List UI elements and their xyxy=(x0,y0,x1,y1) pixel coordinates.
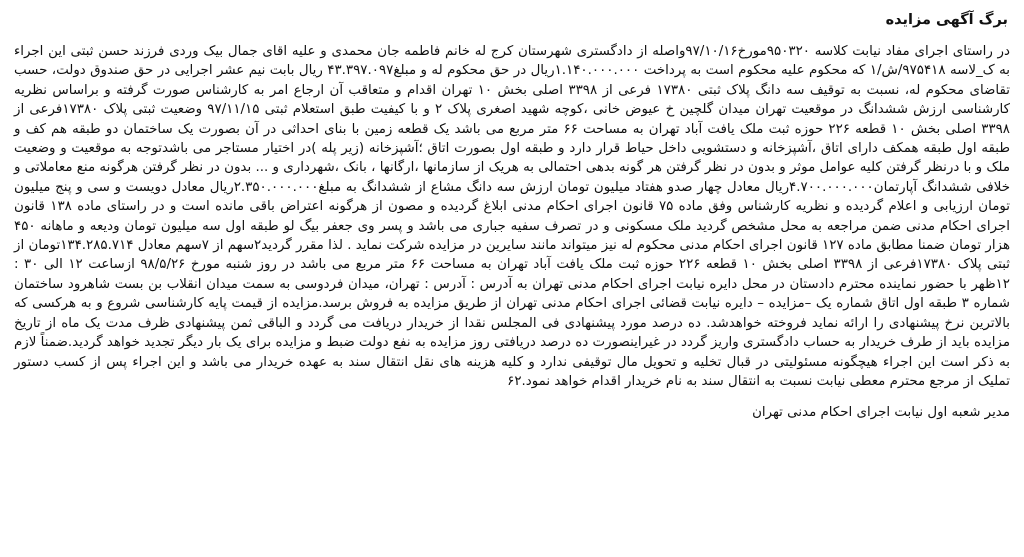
notice-body: در راستای اجرای مفاد نیابت کلاسه ۹۵۰۳۲۰مورخ۹۷/۱۰/۱۶واصله از دادگستری شهرستان کرج له خانم فاطمه جان محمدی و علیه اقای جمال بیک وردی فرزند حسن ثبتی این اجراء به ک_لاسه ۹۷۵۴۱۸/ش/۱ که محکوم علیه محکوم است به پرداخت ۱.۱۴۰.۰۰۰.۰۰۰ریال در حق محکوم له و مبلغ۴۳.۳۹۷.۰۹۷ ریال بابت نیم عشر اجرایی در حق صندوق دولت، حسب تقاضای محکوم له، نسبت به توقیف سه دانگ پلاک ثبتی ۱۷۳۸۰ فرعی از ۳۳۹۸ اصلی بخش ۱۰ تهران اقدام و متعاقب آن ارجاع امر به کارشناس صورت گرفته و براساس نظریه کارشناسی ارزش ششدانگ در موقعیت تهران میدان گلچین خ عیوض خانی ،کوچه شهید اصغری پلاک ۲ و با کیفیت طبق استعلام ثبتی ۹۷/۱۱/۱۵ وضعیت ثبتی پلاک ۱۷۳۸۰فرعی از ۳۳۹۸ اصلی بخش ۱۰ قطعه ۲۲۶ حوزه ثبت ملک یافت آباد تهران به مساحت ۶۶ متر مربع می باشد یک قطعه زمین با بنای احداثی در آن بصورت یک ساختمان دو طبقه هم کف و طبقه اول طبقه همکف دارای اتاق ،آشپزخانه و دستشویی داخل حیاط قرار دارد و طبقه اول بصورت اتاق ؛آشپزخانه (زیر پله )در اختیار مستاجر می باشدتوجه به موقعیت و وضعیت ملک و با درنظر گرفتن کلیه عوامل موثر و بدون در نظر گرفتن هر گونه بدهی احتمالی به هریک از سازمانها ،ارگانها ، بانک ،شهرداری و ... بدون در نظر گرفتن هرگونه منع معاملاتی و خلافی ششدانگ آپارتمان۴.۷۰۰.۰۰۰.۰۰۰ریال معادل چهار صدو هفتاد میلیون تومان ارزش سه دانگ مشاع از ششدانگ به مبلغ۲.۳۵۰.۰۰۰.۰۰۰ریال معادل دویست و سی و پنج میلیون تومان ارزیابی و اعلام گردیده و نظریه کارشناس وفق ماده ۷۵ قانون اجرای احکام مدنی ابلاغ گردیده و مصون از هرگونه اعتراض باقی مانده است و در راستای ماده ۱۳۸ قانون اجرای احکام مدنی ضمن مراجعه به محل مشخص گردید ملک مسکونی و در تصرف سفیه جباری می باشد و پسر وی جعفر بیگ لو طبقه اول سه میلیون تومان ودیعه و ماهانه ۴۵۰ هزار تومان ضمنا مطابق ماده ۱۲۷ قانون اجرای احکام مدنی محکوم له نیز میتواند مانند سایرین در مزایده شرکت نماید . لذا مقرر گردید۲سهم از ۷سهم معادل ۱۳۴.۲۸۵.۷۱۴تومان از ثبتی پلاک ۱۷۳۸۰فرعی از ۳۳۹۸ اصلی بخش ۱۰ قطعه ۲۲۶ حوزه ثبت ملک یافت آباد تهران به مساحت ۶۶ متر مربع می باشد در روز شنبه مورخ ۹۸/۵/۲۶ ازساعت ۱۲ الی ۳۰ : ۱۲ظهر با حضور نماینده محترم دادستان در محل دایره نیابت اجرای احکام مدنی تهران به آدرس : آدرس : تهران، میدان فردوسی به سمت میدان انقلاب بن بست شاهرود ساختمان شماره ۳ طبقه اول اتاق شماره یک –مزایده – دایره نیابت قضائی اجرای احکام مدنی تهران از طریق مزایده به فروش برسد.مزایده از قیمت پایه کارشناسی شروع و به هرکسی که بالاترین نرخ پیشنهادی را ارائه نماید فروخته خواهدشد. ده درصد مورد پیشنهادی فی المجلس نقدا از خریدار دریافت می گردد و الباقی ثمن پیشنهادی ظرف مدت یک ماه از تاریخ مزایده باید از طرف خریدار به حساب دادگستری واریز گردد در غیراینصورت ده درصد دریافتی روز مزایده به نفع دولت ضبط و مزایده برای یک بار دیگر تجدید خواهد گردید.ضمناً لازم به ذکر است این اجراء هیچگونه مسئولیتی در قبال تخلیه و تحویل مال توقیفی ندارد و کلیه هزینه های نقل انتقال سند به عهده خریدار می باشد و این اجراء پس از کسب دستور تملیک از مرجع محترم معطی نیابت نسبت به انتقال سند به نام خریدار اقدام خواهد نمود.۶۲ xyxy=(14,44,1011,389)
notice-title: برگ آگهی مزایده xyxy=(885,12,1008,28)
notice-signature: مدیر شعبه اول نیابت اجرای احکام مدنی تهران xyxy=(752,405,1010,421)
